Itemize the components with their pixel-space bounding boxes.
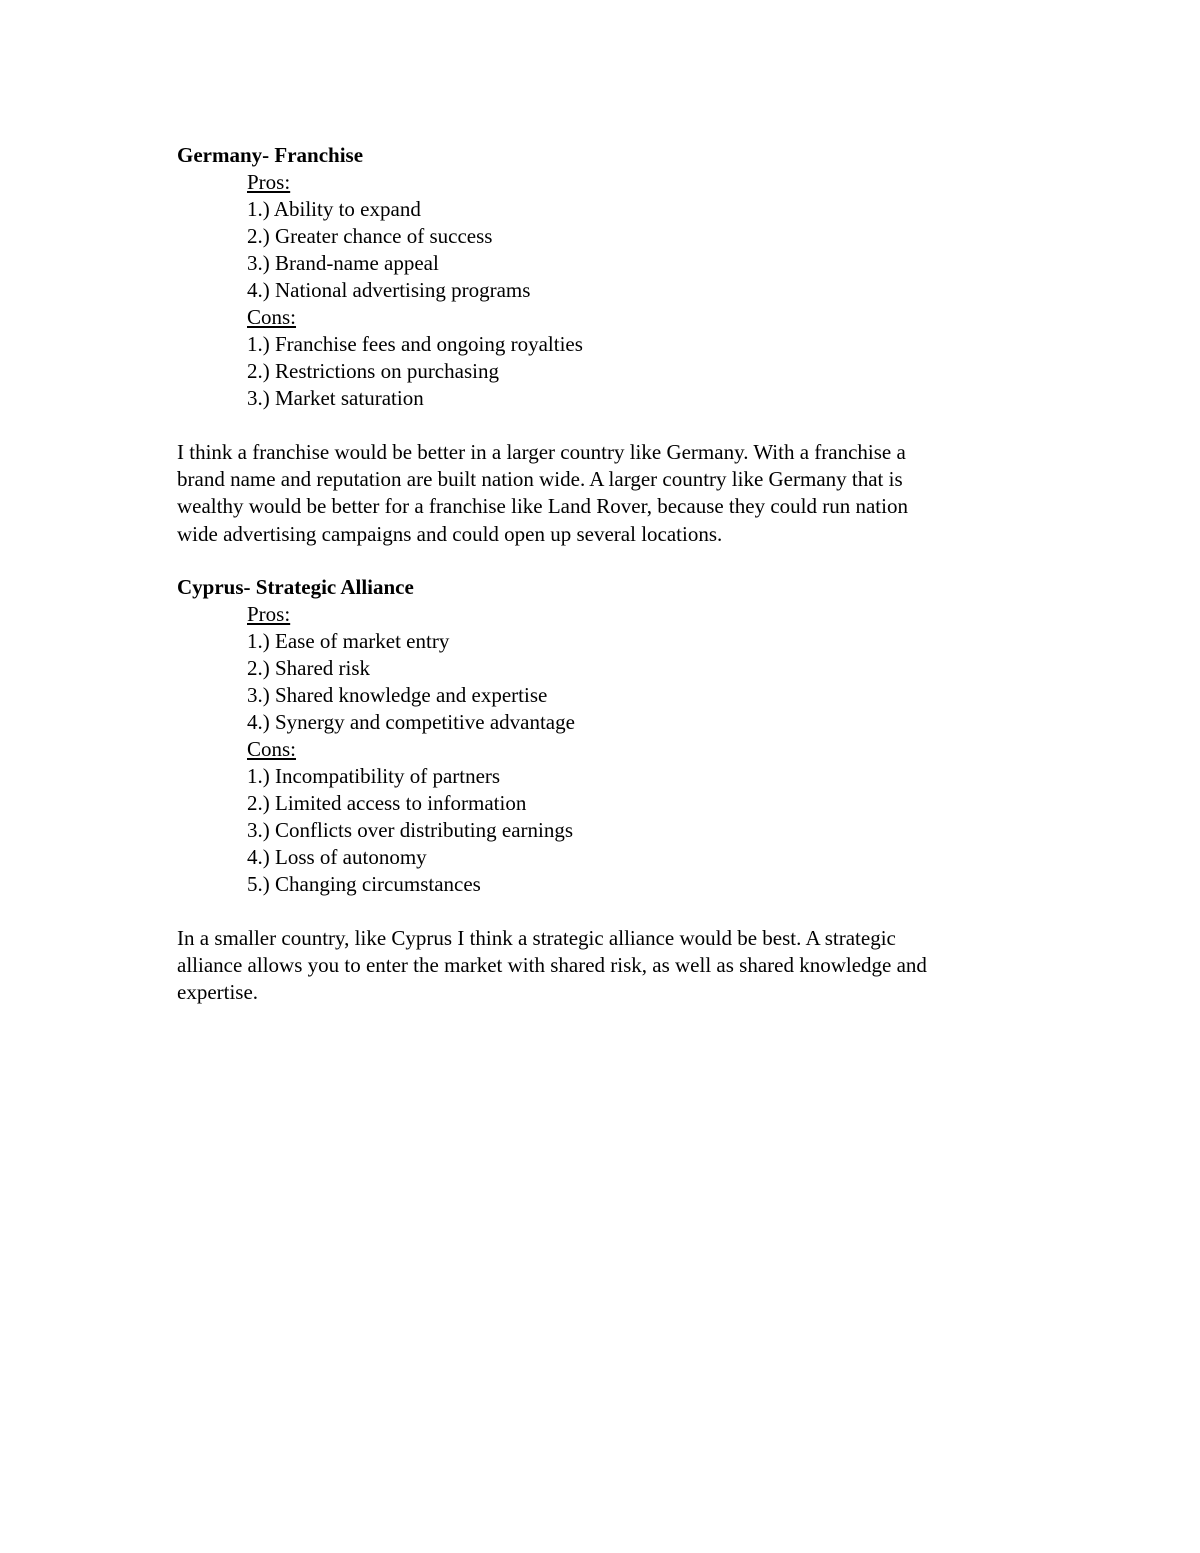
cyprus-con-item: 4.) Loss of autonomy — [247, 845, 427, 869]
germany-cons-label: Cons: — [247, 305, 297, 329]
cyprus-cons-list — [177, 763, 1037, 898]
cyprus-cons-label: Cons: — [247, 737, 297, 761]
cyprus-con-item: 1.) Incompatibility of partners — [247, 764, 501, 788]
cyprus-pro-item: 4.) Synergy and competitive advantage — [247, 710, 575, 734]
paragraph-line: expertise. — [177, 980, 259, 1005]
germany-pro-item: 4.) National advertising programs — [247, 278, 531, 302]
cyprus-con-item: 5.) Changing circumstances — [247, 872, 481, 896]
cyprus-pro-item: 1.) Ease of market entry — [247, 629, 450, 653]
cyprus-paragraph — [177, 925, 1037, 1007]
germany-con-item: 3.) Market saturation — [247, 386, 424, 410]
germany-con-item: 2.) Restrictions on purchasing — [247, 359, 499, 383]
paragraph-line: wealthy would be better for a franchise like Land Rover, because they could run nation — [177, 494, 908, 519]
cyprus-section — [177, 574, 1037, 1007]
cyprus-heading: Cyprus- Strategic Alliance — [177, 575, 414, 599]
paragraph-line: I think a franchise would be better in a larger country like Germany. With a franchise a — [177, 440, 906, 464]
germany-section — [177, 142, 1037, 548]
cyprus-pro-item: 2.) Shared risk — [247, 656, 371, 680]
germany-pro-item: 3.) Brand-name appeal — [247, 251, 439, 275]
cyprus-pros-list — [177, 628, 1037, 736]
paragraph-line: alliance allows you to enter the market with shared risk, as well as shared knowledge and — [177, 953, 927, 978]
paragraph-line: wide advertising campaigns and could open up several locations. — [177, 521, 723, 546]
germany-con-item: 1.) Franchise fees and ongoing royalties — [247, 332, 583, 356]
germany-paragraph — [177, 439, 1037, 548]
cyprus-pro-item: 3.) Shared knowledge and expertise — [247, 683, 548, 707]
cyprus-con-item: 2.) Limited access to information — [247, 791, 527, 815]
paragraph-line: brand name and reputation are built nation wide. A larger country like Germany that is — [177, 467, 903, 492]
germany-heading: Germany- Franchise — [177, 143, 364, 167]
germany-pros-list — [177, 196, 1037, 304]
paragraph-line: In a smaller country, like Cyprus I think a strategic alliance would be best. A strategic — [177, 926, 896, 950]
germany-cons-list — [177, 331, 1037, 412]
cyprus-con-item: 3.) Conflicts over distributing earnings — [247, 818, 574, 842]
germany-pros-label: Pros: — [247, 170, 291, 194]
germany-pro-item: 1.) Ability to expand — [247, 197, 421, 221]
cyprus-pros-label: Pros: — [247, 602, 291, 626]
germany-pro-item: 2.) Greater chance of success — [247, 224, 493, 248]
